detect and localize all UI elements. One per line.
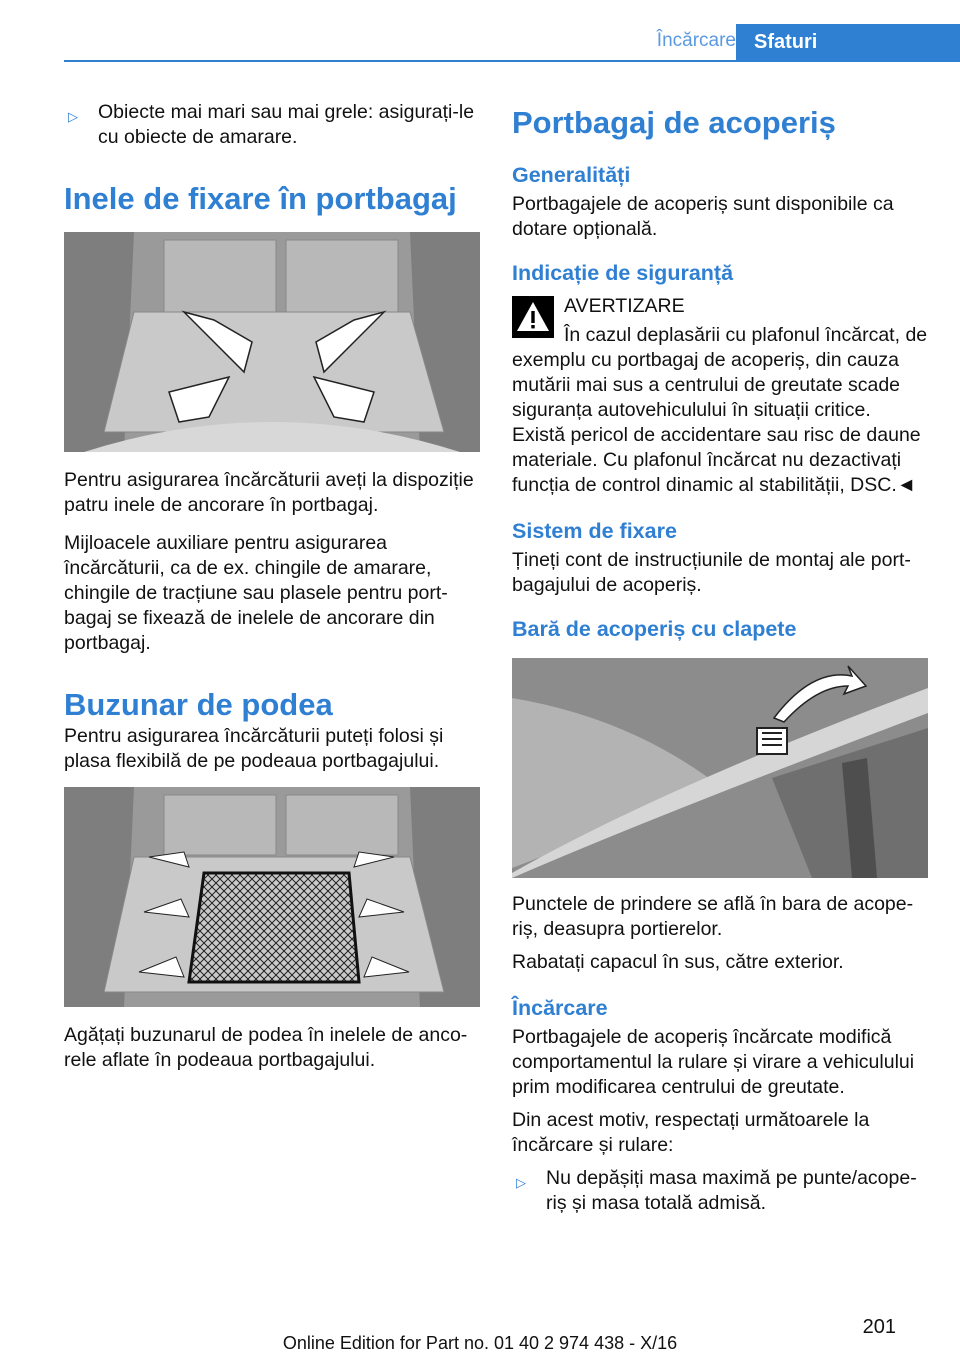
right-column — [512, 104, 928, 1229]
subheading-general: Generalități — [512, 163, 631, 187]
list-item — [512, 1166, 928, 1216]
list-item-text: Obiecte mai mari sau mai grele: asigurați-le cu obiecte de amarare. — [98, 101, 475, 148]
section-heading-rings: Inele de fixare în portbagaj — [64, 181, 457, 216]
list-item-text: Nu depășiți masa maximă pe punte/acope‐riș și masa totală admisă. — [546, 1167, 917, 1214]
paragraph: Din acest motiv, respectați următoarele la încărcare și rulare: — [512, 1109, 870, 1156]
subheading-safety: Indicație de siguranță — [512, 261, 734, 285]
warning-text: În cazul deplasării cu plafonul încărcat, de exemplu cu portbagaj de acoperiș, din cauza mutării mai sus a centrului de greutate scade siguranța autovehiculului în situații critice. Există pericol de accidentare sau risc de daune materiale. Cu plafonul încărcat nu dezactivați funcția de control dinamic al stabilității, DSC.◄ — [512, 324, 928, 496]
triangle-right-icon: ▷ — [516, 1175, 526, 1190]
paragraph: Țineți cont de instrucțiunile de montaj ale port‐bagajului de acoperiș. — [512, 549, 911, 596]
page-header — [64, 24, 960, 62]
paragraph: Pentru asigurarea încărcăturii aveți la dispoziție patru inele de ancorare în portbagaj. — [64, 469, 474, 516]
paragraph: Mijloacele auxiliare pentru asigurarea încărcăturii, ca de ex. chingile de amarare, chingile de tracțiune sau plasele pentru port‐bagaj se fixează de inelele de ancorare din portbagaj. — [64, 532, 448, 654]
list-item — [64, 100, 480, 150]
paragraph: Agățați buzunarul de podea în inelele de anco‐rele aflate în podeaua portbagajului. — [64, 1024, 468, 1071]
warning-block — [512, 294, 928, 498]
section-heading-roof-rack: Portbagaj de acoperiș — [512, 105, 836, 140]
header-divider — [64, 60, 960, 62]
section-heading-pocket: Buzunar de podea — [64, 687, 333, 722]
chapter-tab[interactable]: Sfaturi — [736, 24, 960, 62]
warning-title: AVERTIZARE — [564, 295, 685, 317]
paragraph: Portbagajele de acoperiș sunt disponibile ca dotare opțională. — [512, 193, 894, 240]
trunk-rings-illustration — [64, 232, 480, 452]
section-tab[interactable]: Încărcare — [656, 30, 736, 51]
paragraph: Portbagajele de acoperiș încărcate modifică comportamentul la rulare și virare a vehiculului prim modificarea centrului de greutate. — [512, 1026, 915, 1098]
page-number: 201 — [862, 1316, 896, 1338]
floor-net-illustration — [64, 787, 480, 1007]
subheading-mounting: Sistem de fixare — [512, 519, 677, 543]
paragraph: Pentru asigurarea încărcăturii puteți folosi și plasa flexibilă de pe podeaua portbagajului. — [64, 725, 444, 772]
subheading-loading: Încărcare — [512, 996, 608, 1020]
paragraph: Punctele de prindere se află în bara de acope‐riș, deasupra portierelor. — [512, 893, 914, 940]
roof-bar-illustration — [512, 658, 928, 878]
triangle-right-icon: ▷ — [68, 109, 78, 124]
paragraph: Rabatați capacul în sus, către exterior. — [512, 951, 844, 973]
subheading-roof-bar: Bară de acoperiș cu clapete — [512, 617, 797, 641]
warning-triangle-icon — [512, 296, 554, 338]
left-column — [64, 100, 480, 1086]
edition-footer: Online Edition for Part no. 01 40 2 974 438 - X/16 — [282, 1333, 678, 1353]
